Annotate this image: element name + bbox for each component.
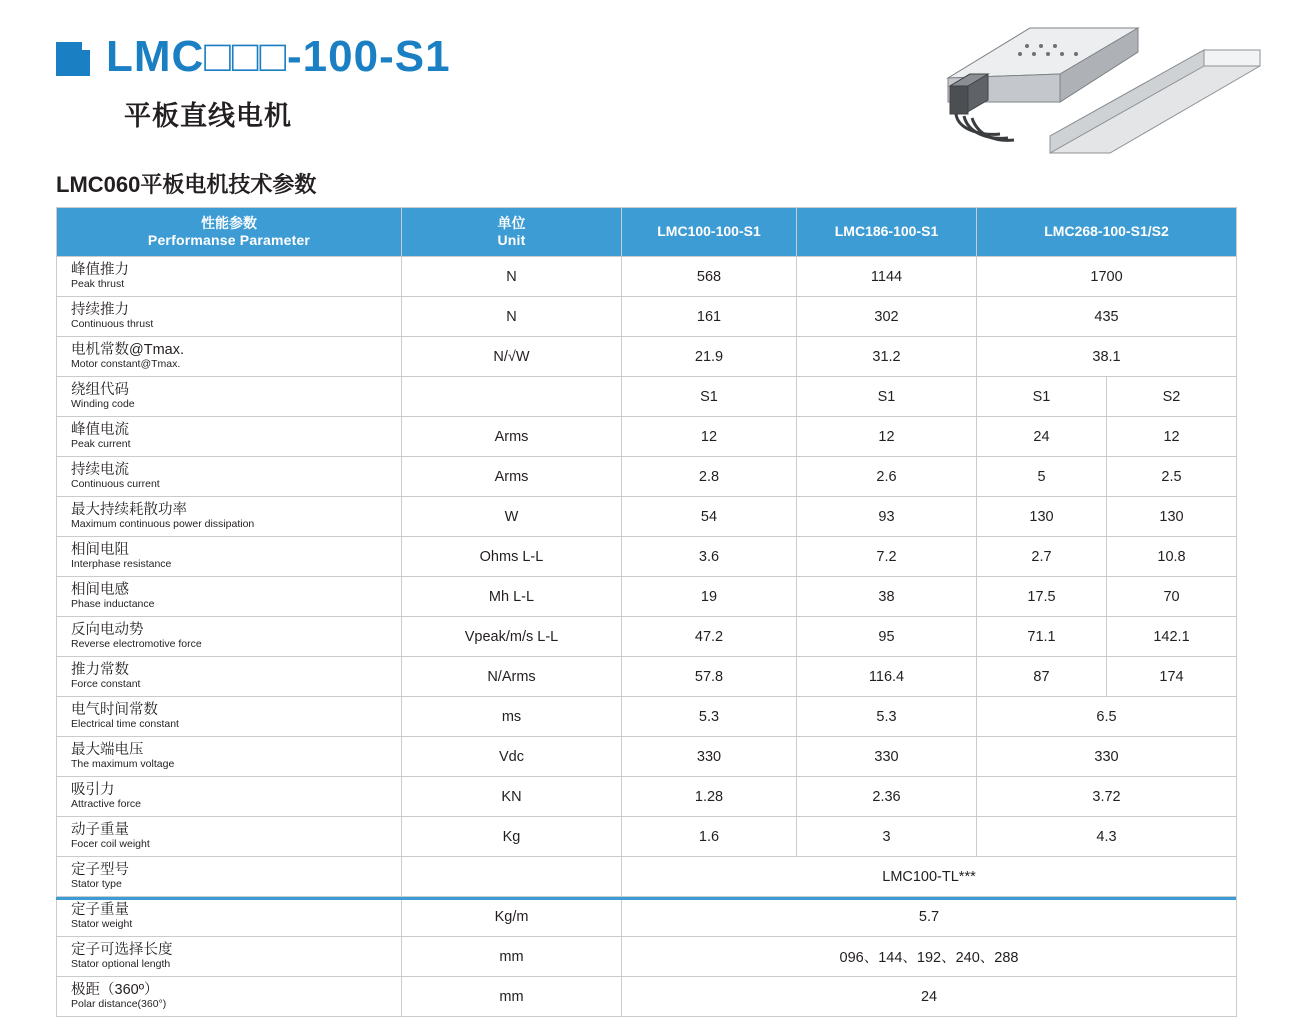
param-cn: 峰值电流 (71, 422, 129, 438)
table-row (57, 377, 1237, 417)
table-row (57, 657, 1237, 697)
row-unit (402, 857, 622, 897)
row-unit: KN (402, 777, 622, 817)
table-row (57, 337, 1237, 377)
param-en: Peak current (71, 438, 131, 451)
row-value-3: 5 (977, 457, 1107, 497)
table-header-unit (402, 208, 622, 257)
row-value-1: 1.28 (622, 777, 797, 817)
row-value-3: 71.1 (977, 617, 1107, 657)
row-parameter (57, 257, 402, 297)
row-value-2: 2.36 (797, 777, 977, 817)
param-en: Focer coil weight (71, 838, 150, 851)
row-value-2: 93 (797, 497, 977, 537)
table-row (57, 977, 1237, 1017)
param-en: Stator weight (71, 918, 133, 931)
row-parameter (57, 937, 402, 977)
row-value-3: 4.3 (977, 817, 1237, 857)
param-cn: 峰值推力 (71, 262, 129, 278)
row-unit: mm (402, 977, 622, 1017)
table-header-row (57, 208, 1237, 257)
param-en: Maximum continuous power dissipation (71, 518, 255, 531)
row-value-3: 6.5 (977, 697, 1237, 737)
param-cn: 最大持续耗散功率 (71, 502, 187, 518)
section-title: LMC060平板电机技术参数 (56, 172, 317, 197)
row-value-1: 12 (622, 417, 797, 457)
table-header-parameter (57, 208, 402, 257)
row-value-2: 302 (797, 297, 977, 337)
page-title: LMC□□□-100-S1 (106, 32, 451, 81)
row-unit: N (402, 297, 622, 337)
row-value-1: S1 (622, 377, 797, 417)
row-value-3: S1 (977, 377, 1107, 417)
param-cn: 定子重量 (71, 902, 129, 918)
param-cn: 推力常数 (71, 662, 129, 678)
header-cn: LMC186-100-S1 (834, 223, 939, 240)
row-value-1: 57.8 (622, 657, 797, 697)
row-value-2: 116.4 (797, 657, 977, 697)
row-value-merged: 5.7 (622, 897, 1237, 937)
table-row (57, 897, 1237, 937)
row-unit: Kg (402, 817, 622, 857)
row-unit: N/√W (402, 337, 622, 377)
row-parameter (57, 737, 402, 777)
row-parameter (57, 817, 402, 857)
table-row (57, 617, 1237, 657)
row-value-3: 17.5 (977, 577, 1107, 617)
param-cn: 反向电动势 (71, 622, 144, 638)
row-value-3: 38.1 (977, 337, 1237, 377)
row-value-2: 12 (797, 417, 977, 457)
table-row (57, 457, 1237, 497)
param-en: Electrical time constant (71, 718, 179, 731)
row-value-3: 130 (977, 497, 1107, 537)
row-value-2: 2.6 (797, 457, 977, 497)
param-cn: 最大端电压 (71, 742, 144, 758)
param-cn: 相间电阻 (71, 542, 129, 558)
table-header-lmc268 (977, 208, 1237, 257)
param-cn: 持续推力 (71, 302, 129, 318)
row-parameter (57, 657, 402, 697)
page-header (0, 0, 1300, 160)
table-row (57, 297, 1237, 337)
row-value-3: 1700 (977, 257, 1237, 297)
row-value-4: 12 (1107, 417, 1237, 457)
param-cn: 定子型号 (71, 862, 129, 878)
row-value-merged: 24 (622, 977, 1237, 1017)
row-parameter (57, 377, 402, 417)
row-value-3: 3.72 (977, 777, 1237, 817)
row-value-1: 1.6 (622, 817, 797, 857)
header-cn: 单位 (497, 214, 526, 231)
row-value-4: 130 (1107, 497, 1237, 537)
row-value-4: 2.5 (1107, 457, 1237, 497)
param-cn: 动子重量 (71, 822, 129, 838)
table-row (57, 417, 1237, 457)
row-value-1: 330 (622, 737, 797, 777)
row-value-2: S1 (797, 377, 977, 417)
row-parameter (57, 777, 402, 817)
row-parameter (57, 457, 402, 497)
row-unit: Arms (402, 457, 622, 497)
param-en: Polar distance(360°) (71, 998, 167, 1011)
row-value-1: 161 (622, 297, 797, 337)
row-value-4: 174 (1107, 657, 1237, 697)
header-cn: LMC268-100-S1/S2 (1044, 223, 1169, 240)
row-value-2: 31.2 (797, 337, 977, 377)
row-unit: Vdc (402, 737, 622, 777)
param-cn: 相间电感 (71, 582, 129, 598)
param-en: Reverse electromotive force (71, 638, 202, 651)
row-unit (402, 377, 622, 417)
table-row (57, 537, 1237, 577)
row-unit: N (402, 257, 622, 297)
header-en: Performanse Parameter (147, 232, 311, 248)
row-parameter (57, 617, 402, 657)
row-parameter (57, 537, 402, 577)
param-en: Interphase resistance (71, 558, 172, 571)
row-value-1: 47.2 (622, 617, 797, 657)
spec-table-wrapper (56, 207, 1236, 1017)
param-en: The maximum voltage (71, 758, 175, 771)
param-en: Continuous thrust (71, 318, 154, 331)
row-unit: Ohms L-L (402, 537, 622, 577)
table-row (57, 697, 1237, 737)
param-cn: 电机常数@Tmax. (71, 342, 184, 358)
row-unit: Kg/m (402, 897, 622, 937)
row-value-3: 2.7 (977, 537, 1107, 577)
param-en: Winding code (71, 398, 135, 411)
row-value-3: 435 (977, 297, 1237, 337)
row-value-2: 1144 (797, 257, 977, 297)
row-value-3: 330 (977, 737, 1237, 777)
param-cn: 吸引力 (71, 782, 115, 798)
row-value-2: 7.2 (797, 537, 977, 577)
spec-table (56, 207, 1237, 1017)
table-header-lmc186 (797, 208, 977, 257)
param-en: Stator optional length (71, 958, 171, 971)
param-cn: 极距（360º） (71, 982, 159, 998)
row-parameter (57, 497, 402, 537)
header-en: Unit (497, 232, 526, 248)
param-en: Continuous current (71, 478, 160, 491)
row-value-2: 330 (797, 737, 977, 777)
row-value-1: 5.3 (622, 697, 797, 737)
row-value-4: 70 (1107, 577, 1237, 617)
row-value-merged: 096、144、192、240、288 (622, 937, 1237, 977)
row-unit: Vpeak/m/s L-L (402, 617, 622, 657)
row-value-2: 38 (797, 577, 977, 617)
header-cn: LMC100-100-S1 (657, 223, 761, 240)
row-unit: mm (402, 937, 622, 977)
row-value-1: 19 (622, 577, 797, 617)
row-parameter (57, 897, 402, 937)
row-parameter (57, 697, 402, 737)
param-cn: 绕组代码 (71, 382, 129, 398)
param-en: Peak thrust (71, 278, 125, 291)
table-header-lmc100 (622, 208, 797, 257)
param-cn: 持续电流 (71, 462, 129, 478)
row-value-4: S2 (1107, 377, 1237, 417)
header-cn: 性能参数 (201, 214, 257, 231)
row-parameter (57, 297, 402, 337)
row-parameter (57, 577, 402, 617)
row-value-2: 3 (797, 817, 977, 857)
table-body (57, 257, 1237, 1017)
table-row (57, 577, 1237, 617)
logo-mark-icon (56, 42, 90, 76)
row-unit: W (402, 497, 622, 537)
row-value-4: 10.8 (1107, 537, 1237, 577)
row-value-1: 54 (622, 497, 797, 537)
row-value-3: 87 (977, 657, 1107, 697)
row-parameter (57, 977, 402, 1017)
param-en: Stator type (71, 878, 122, 891)
table-row (57, 737, 1237, 777)
row-unit: Arms (402, 417, 622, 457)
table-row (57, 257, 1237, 297)
param-en: Phase inductance (71, 598, 155, 611)
page-subtitle: 平板直线电机 (124, 101, 292, 131)
param-en: Attractive force (71, 798, 142, 811)
param-cn: 电气时间常数 (71, 702, 158, 718)
row-value-merged: LMC100-TL*** (622, 857, 1237, 897)
table-row (57, 937, 1237, 977)
row-parameter (57, 337, 402, 377)
row-parameter (57, 857, 402, 897)
product-illustration (942, 8, 1262, 158)
row-value-3: 24 (977, 417, 1107, 457)
row-value-1: 3.6 (622, 537, 797, 577)
row-value-1: 2.8 (622, 457, 797, 497)
row-unit: ms (402, 697, 622, 737)
row-parameter (57, 417, 402, 457)
table-row (57, 777, 1237, 817)
param-en: Motor constant@Tmax. (71, 358, 181, 371)
row-unit: N/Arms (402, 657, 622, 697)
table-row (57, 817, 1237, 857)
row-value-2: 5.3 (797, 697, 977, 737)
row-value-1: 568 (622, 257, 797, 297)
row-value-1: 21.9 (622, 337, 797, 377)
table-row (57, 857, 1237, 897)
param-en: Force constant (71, 678, 141, 691)
row-value-4: 142.1 (1107, 617, 1237, 657)
param-cn: 定子可选择长度 (71, 942, 173, 958)
bottom-accent-rule (56, 897, 1236, 900)
table-row (57, 497, 1237, 537)
row-value-2: 95 (797, 617, 977, 657)
row-unit: Mh L-L (402, 577, 622, 617)
